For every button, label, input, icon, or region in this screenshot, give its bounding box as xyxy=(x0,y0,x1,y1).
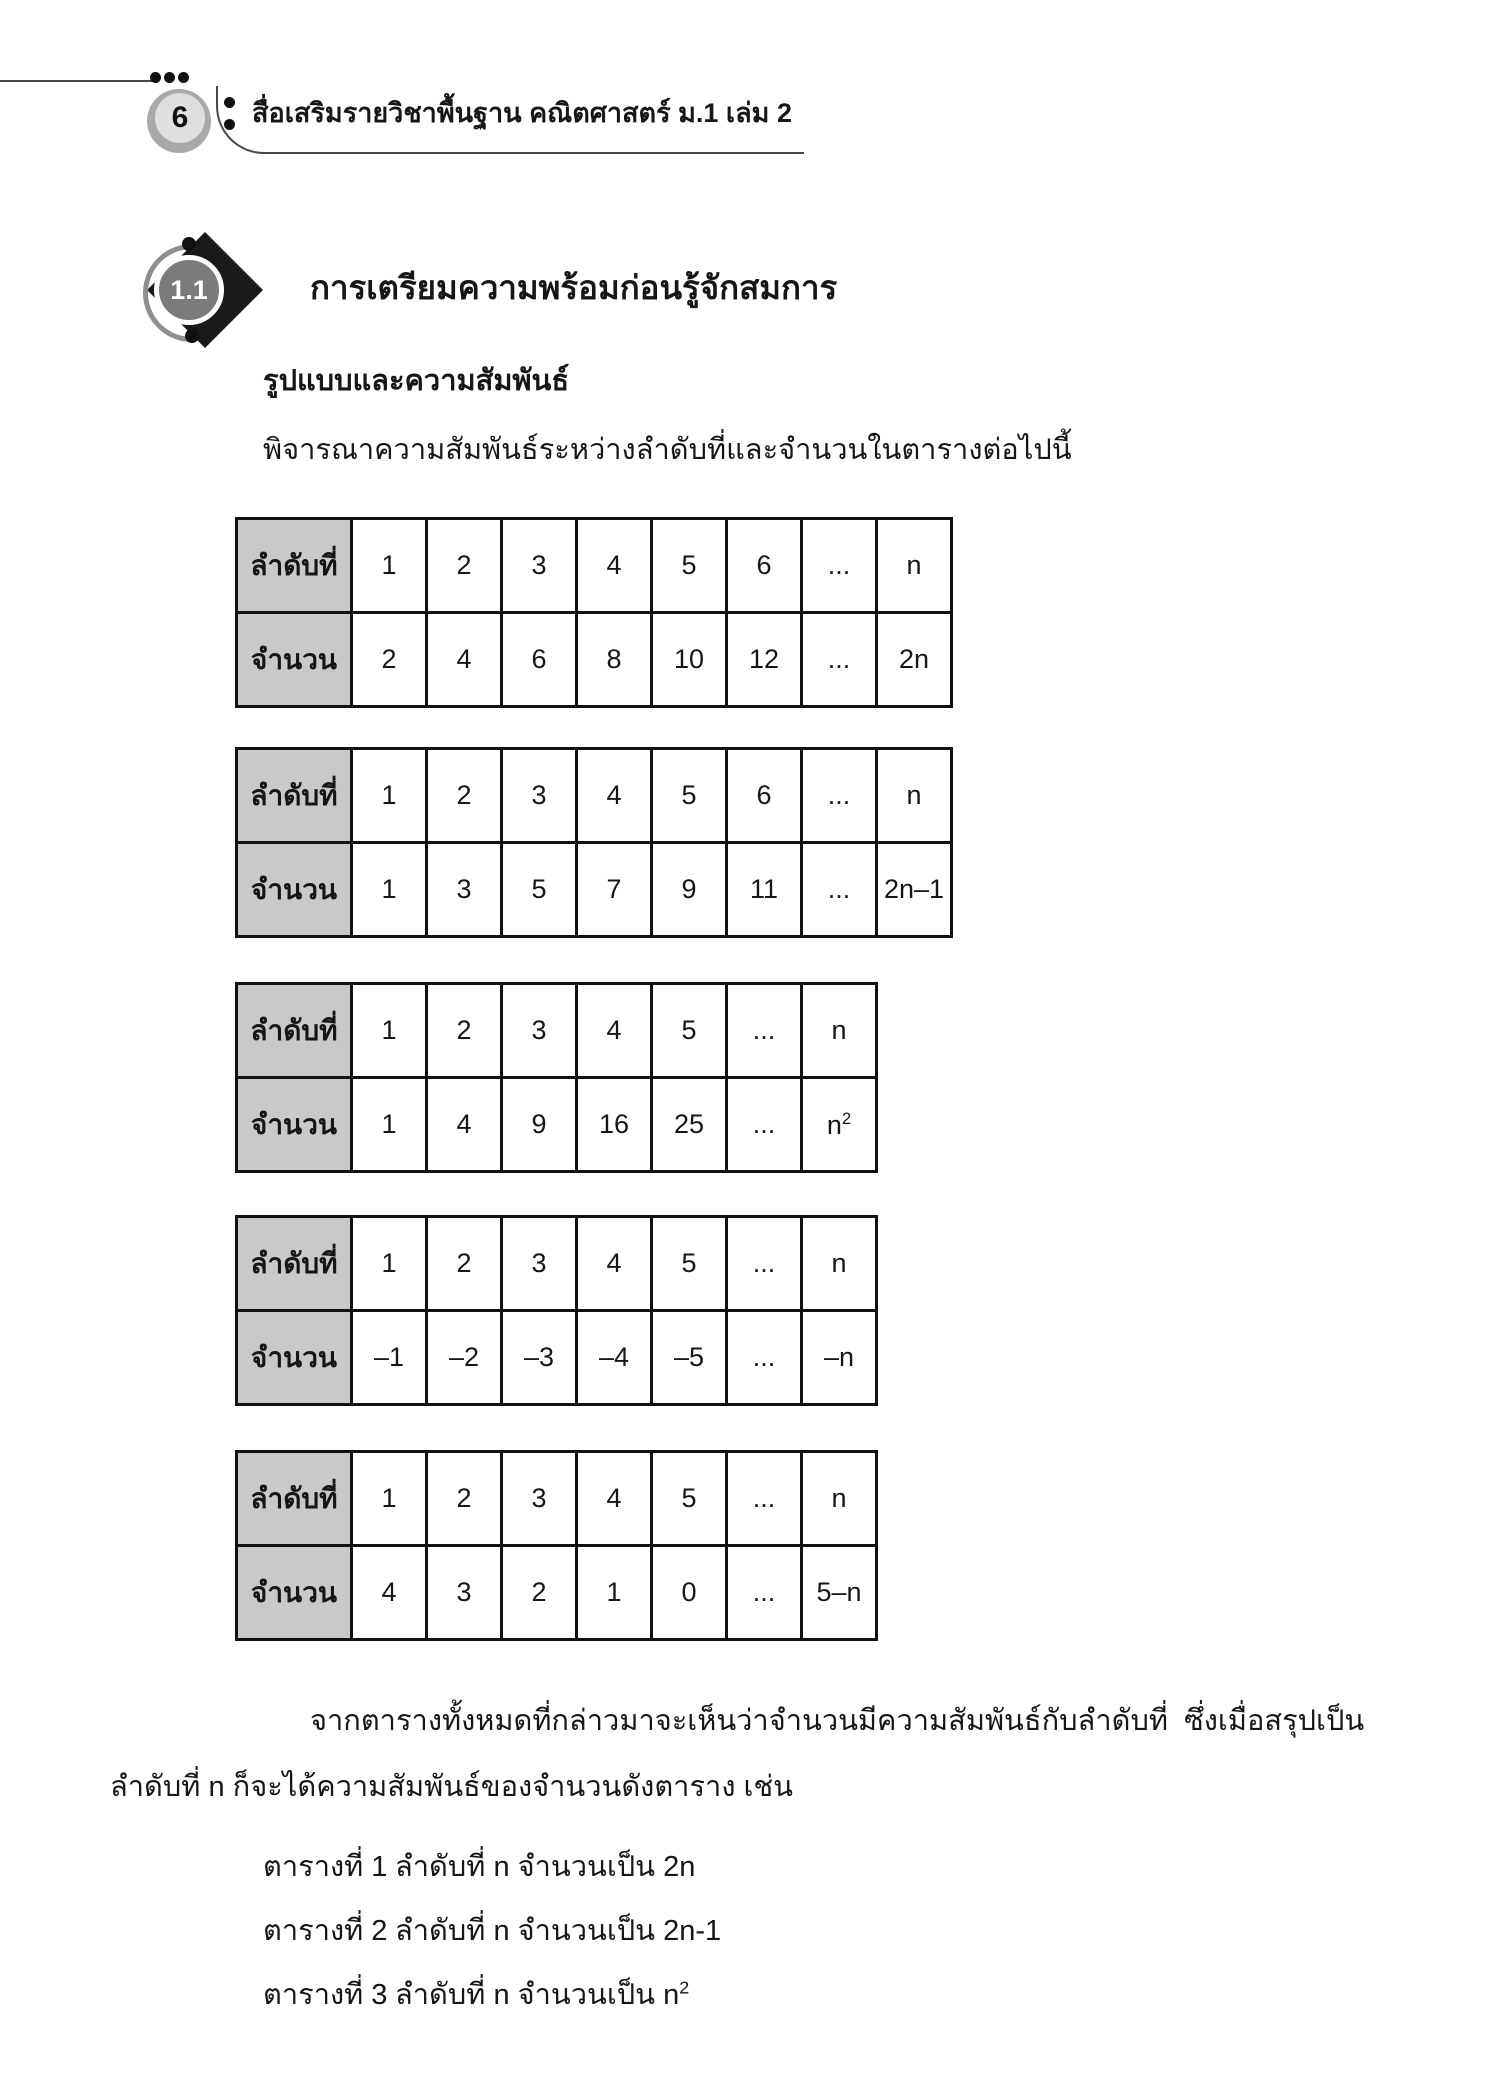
sequence-table-2-container xyxy=(235,747,953,938)
table-cell: 5–n xyxy=(802,1546,877,1640)
table-cell: 5 xyxy=(652,519,727,613)
table-row-value xyxy=(237,1311,877,1405)
row-label: จำนวน xyxy=(237,1078,352,1172)
sequence-table xyxy=(235,517,953,708)
sequence-table-5-container xyxy=(235,1450,878,1641)
table-cell: 9 xyxy=(652,843,727,937)
table-cell: ... xyxy=(727,1078,802,1172)
table-cell: –n xyxy=(802,1311,877,1405)
summary-list xyxy=(263,1834,721,2026)
row-label: จำนวน xyxy=(237,1311,352,1405)
table-cell: 5 xyxy=(652,1217,727,1311)
table-cell: n xyxy=(877,749,952,843)
table-cell: 3 xyxy=(427,1546,502,1640)
table-row-value xyxy=(237,843,952,937)
row-label: จำนวน xyxy=(237,1546,352,1640)
badge-dot-icon xyxy=(185,329,199,343)
table-cell: 1 xyxy=(352,984,427,1078)
table-cell: –2 xyxy=(427,1311,502,1405)
section-number: 1.1 xyxy=(154,255,224,325)
sequence-table-4-container xyxy=(235,1215,878,1406)
table-row-position xyxy=(237,1452,877,1546)
table-cell: ... xyxy=(727,984,802,1078)
table-cell: 4 xyxy=(427,613,502,707)
table-row-value xyxy=(237,613,952,707)
table-cell: 25 xyxy=(652,1078,727,1172)
table-cell: 3 xyxy=(502,1452,577,1546)
table-cell: 4 xyxy=(577,1217,652,1311)
table-cell: 4 xyxy=(577,1452,652,1546)
table-cell: 6 xyxy=(502,613,577,707)
table-cell: 3 xyxy=(502,519,577,613)
table-cell: 2 xyxy=(427,1452,502,1546)
closing-line: ลำดับที่ n ก็จะได้ความสัมพันธ์ของจำนวนดังตาราง เช่น xyxy=(110,1771,793,1803)
table-cell: 6 xyxy=(727,749,802,843)
table-cell: 7 xyxy=(577,843,652,937)
table-cell: 4 xyxy=(577,519,652,613)
row-label: จำนวน xyxy=(237,843,352,937)
table-cell: 3 xyxy=(427,843,502,937)
table-cell: –5 xyxy=(652,1311,727,1405)
badge-dot-icon xyxy=(182,237,196,251)
table-cell: 5 xyxy=(652,984,727,1078)
table-cell: 5 xyxy=(652,749,727,843)
header-rule-line xyxy=(0,80,152,82)
row-label: ลำดับที่ xyxy=(237,1452,352,1546)
table-row-position xyxy=(237,1217,877,1311)
table-cell: 8 xyxy=(577,613,652,707)
header-triple-dots-icon xyxy=(150,72,189,83)
sequence-table xyxy=(235,1450,878,1641)
row-label: ลำดับที่ xyxy=(237,984,352,1078)
table-cell: ... xyxy=(727,1217,802,1311)
table-row-value xyxy=(237,1078,877,1172)
closing-paragraph xyxy=(110,1688,1400,1820)
summary-item-label: ตารางที่ 3 xyxy=(263,1979,388,2011)
table-cell: 2 xyxy=(502,1546,577,1640)
row-label: ลำดับที่ xyxy=(237,1217,352,1311)
summary-item-text: ลำดับที่ n จำนวนเป็น 2n xyxy=(395,1851,696,1883)
intro-text: พิจารณาความสัมพันธ์ระหว่างลำดับที่และจำนวนในตารางต่อไปนี้ xyxy=(263,434,1072,466)
summary-item-label: ตารางที่ 1 xyxy=(263,1851,388,1883)
table-cell: ... xyxy=(802,519,877,613)
book-title: สื่อเสริมรายวิชาพื้นฐาน คณิตศาสตร์ ม.1 เล่ม 2 xyxy=(252,98,792,128)
summary-item-text: ลำดับที่ n จำนวนเป็น 2n-1 xyxy=(395,1915,722,1947)
table-cell: 2 xyxy=(427,1217,502,1311)
table-cell: 4 xyxy=(427,1078,502,1172)
page-number-circle xyxy=(147,89,211,153)
summary-item xyxy=(263,1898,721,1962)
summary-item-text: ลำดับที่ n จำนวนเป็น $n^2$ xyxy=(395,1977,690,2011)
table-cell: ... xyxy=(802,749,877,843)
table-cell: 4 xyxy=(352,1546,427,1640)
sequence-table xyxy=(235,747,953,938)
header-colon-dot-icon xyxy=(224,119,235,130)
table-cell: 2n–1 xyxy=(877,843,952,937)
table-cell: 9 xyxy=(502,1078,577,1172)
summary-item xyxy=(263,1834,721,1898)
table-cell: –1 xyxy=(352,1311,427,1405)
table-cell: ... xyxy=(802,613,877,707)
page-number: 6 xyxy=(155,93,205,143)
row-label: จำนวน xyxy=(237,613,352,707)
subsection-heading: รูปแบบและความสัมพันธ์ xyxy=(263,365,570,397)
table-cell: 2 xyxy=(427,519,502,613)
table-cell: n xyxy=(877,519,952,613)
sequence-table xyxy=(235,982,878,1173)
table-cell: ... xyxy=(727,1546,802,1640)
table-cell: $n^2$ xyxy=(802,1078,877,1172)
table-cell: n xyxy=(802,984,877,1078)
table-cell: 11 xyxy=(727,843,802,937)
row-label: ลำดับที่ xyxy=(237,749,352,843)
table-cell: ... xyxy=(727,1311,802,1405)
table-cell: 1 xyxy=(352,1452,427,1546)
table-cell: –4 xyxy=(577,1311,652,1405)
summary-item-label: ตารางที่ 2 xyxy=(263,1915,388,1947)
table-cell: 4 xyxy=(577,749,652,843)
table-cell: 2 xyxy=(352,613,427,707)
table-cell: 1 xyxy=(577,1546,652,1640)
table-cell: 1 xyxy=(352,749,427,843)
table-cell: 10 xyxy=(652,613,727,707)
sequence-table-1-container xyxy=(235,517,953,708)
table-row-position xyxy=(237,749,952,843)
table-cell: 1 xyxy=(352,843,427,937)
table-cell: 2n xyxy=(877,613,952,707)
table-cell: 1 xyxy=(352,1078,427,1172)
table-cell: 16 xyxy=(577,1078,652,1172)
header-colon-dot-icon xyxy=(224,97,235,108)
table-cell: 0 xyxy=(652,1546,727,1640)
table-cell: ... xyxy=(802,843,877,937)
table-cell: 2 xyxy=(427,749,502,843)
table-row-value xyxy=(237,1546,877,1640)
table-cell: 1 xyxy=(352,1217,427,1311)
section-title: การเตรียมความพร้อมก่อนรู้จักสมการ xyxy=(310,269,838,306)
table-cell: 2 xyxy=(427,984,502,1078)
table-row-position xyxy=(237,519,952,613)
table-cell: 3 xyxy=(502,1217,577,1311)
table-cell: –3 xyxy=(502,1311,577,1405)
table-cell: 5 xyxy=(652,1452,727,1546)
table-cell: 6 xyxy=(727,519,802,613)
table-cell: ... xyxy=(727,1452,802,1546)
table-cell: 4 xyxy=(577,984,652,1078)
table-cell: n xyxy=(802,1217,877,1311)
sequence-table-3-container xyxy=(235,982,878,1173)
table-cell: n xyxy=(802,1452,877,1546)
table-cell: 3 xyxy=(502,749,577,843)
table-cell: 3 xyxy=(502,984,577,1078)
table-cell: 5 xyxy=(502,843,577,937)
sequence-table xyxy=(235,1215,878,1406)
row-label: ลำดับที่ xyxy=(237,519,352,613)
section-badge xyxy=(140,225,272,357)
table-cell: 1 xyxy=(352,519,427,613)
closing-line: จากตารางทั้งหมดที่กล่าวมาจะเห็นว่าจำนวนมีความสัมพันธ์กับลำดับที่ ซึ่งเมื่อสรุปเป็น xyxy=(310,1705,1365,1737)
summary-item xyxy=(263,1962,721,2026)
table-row-position xyxy=(237,984,877,1078)
table-cell: 12 xyxy=(727,613,802,707)
